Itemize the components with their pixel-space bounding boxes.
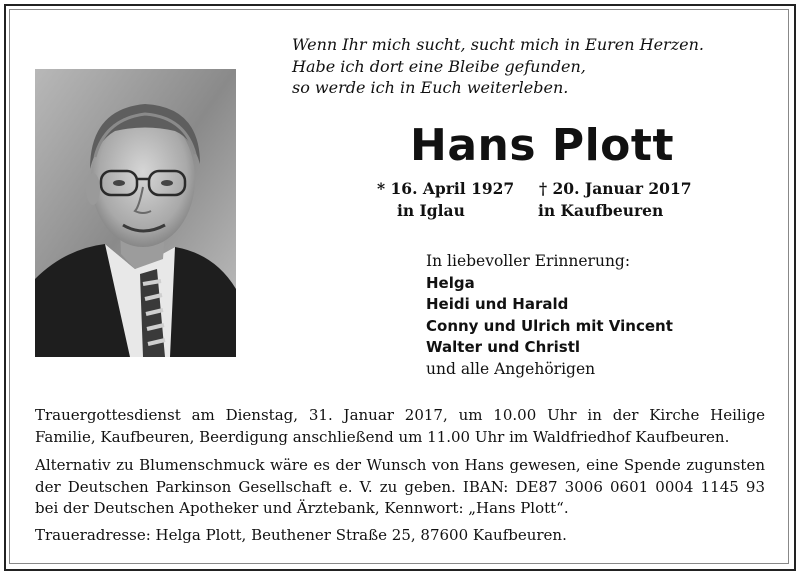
death-info: [539, 178, 692, 222]
mourner-name: Helga: [426, 273, 475, 292]
mourners-intro: In liebevoller Erinnerung:: [426, 252, 631, 270]
mourning-address: Traueradresse: Helga Plott, Beuthener Straße 25, 87600 Kaufbeuren.: [35, 526, 567, 544]
donation-line: der Deutschen Parkinson Gesellschaft e. V. zu geben. IBAN: DE87 3006 0601 0004 1145 93: [35, 477, 765, 496]
donation-line: bei der Deutschen Apotheker und Ärztebank, Kennwort: „Hans Plott“.: [35, 499, 569, 517]
mourner-name: Heidi und Harald: [426, 295, 569, 313]
poem-line: so werde ich in Euch weiterleben.: [292, 78, 569, 97]
donation-line: Alternativ zu Blumenschmuck wäre es der Wunsch von Hans gewesen, eine Spende zugunsten: [35, 456, 765, 474]
service-line: Familie, Kaufbeuren, Beerdigung anschließend um 11.00 Uhr im Waldfriedhof Kaufbeuren.: [35, 427, 730, 446]
address-paragraph: [35, 525, 765, 547]
donation-paragraph: [35, 455, 765, 520]
mourner-name: Walter und Christl: [426, 338, 581, 356]
memorial-poem: [292, 34, 704, 99]
birth-info: [377, 178, 514, 222]
portrait-photo: [35, 69, 236, 357]
service-paragraph: [35, 405, 765, 448]
death-place: in Kaufbeuren: [538, 201, 664, 220]
birth-place: in Iglau: [397, 201, 465, 220]
service-line: Trauergottesdienst am Dienstag, 31. Januar 2017, um 10.00 Uhr in der Kirche Heilige: [35, 406, 765, 424]
poem-line: Wenn Ihr mich sucht, sucht mich in Euren Herzen.: [292, 35, 704, 54]
poem-line: Habe ich dort eine Bleibe gefunden,: [292, 56, 586, 76]
deceased-name: Hans Plott: [410, 120, 674, 171]
mourners-list: [426, 251, 673, 380]
birth-date: * 16. April 1927: [377, 179, 515, 198]
death-date: † 20. Januar 2017: [539, 179, 692, 198]
mourner-name: Conny und Ulrich mit Vincent: [426, 316, 673, 335]
mourners-closing: und alle Angehörigen: [426, 359, 596, 378]
